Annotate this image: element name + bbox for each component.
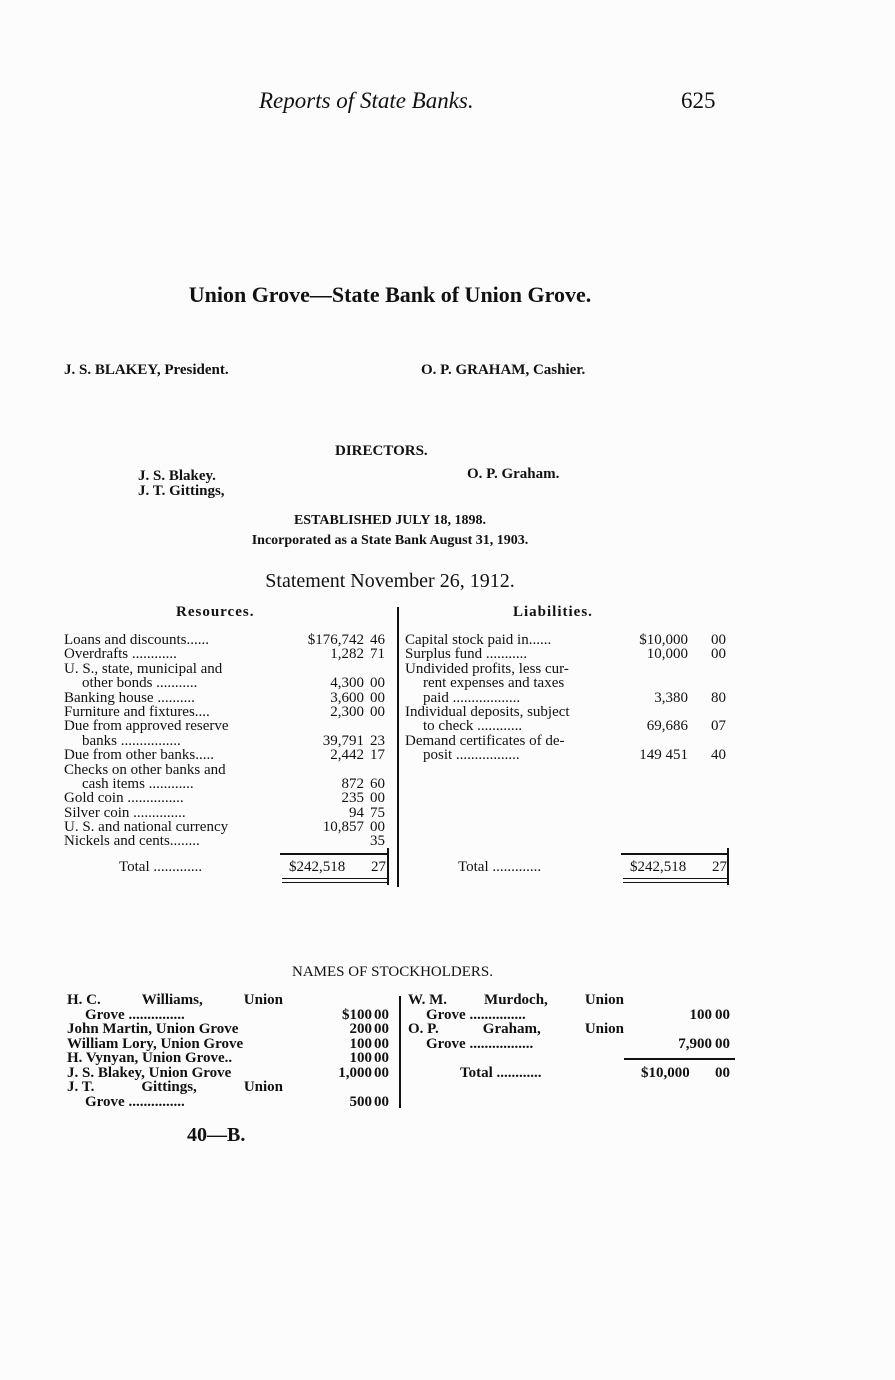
row-label: Undivided profits, less cur-: [405, 660, 569, 677]
row-dollars: 100: [689, 1006, 712, 1023]
row-cents: 35: [370, 833, 385, 850]
row-label: Grove ...............: [85, 1093, 185, 1110]
stockholders-total-cents: 00: [715, 1065, 730, 1081]
table-row: [67, 1022, 397, 1037]
label-part: H. C.: [67, 992, 101, 1008]
liabilities-table: [405, 633, 735, 763]
table-row: [64, 691, 394, 705]
table-row: [67, 1080, 397, 1095]
directors-heading: DIRECTORS.: [335, 443, 428, 459]
row-label: Silver coin ..............: [64, 804, 186, 821]
label-part: Union: [584, 1021, 624, 1037]
liabilities-total-cents: 27: [712, 859, 727, 875]
label-part: Gittings,: [141, 1079, 197, 1095]
bank-title: Union Grove—State Bank of Union Grove.: [188, 282, 592, 307]
label-part: Union: [584, 992, 624, 1008]
row-cents: 00: [715, 1006, 730, 1023]
row-cents: 07: [711, 718, 726, 735]
resources-heading: Resources.: [176, 604, 255, 620]
table-row: [64, 633, 394, 647]
row-label: paid ..................: [423, 689, 521, 706]
row-label: Grove ...............: [85, 1006, 185, 1023]
row-label: other bonds ...........: [82, 675, 198, 692]
row-label: [408, 993, 624, 1008]
row-dollars: 4,300: [330, 675, 364, 692]
row-dollars: $100: [342, 1006, 372, 1023]
resources-table: [64, 633, 394, 849]
row-label: Loans and discounts......: [64, 632, 209, 648]
row-cents: 17: [370, 747, 385, 764]
row-dollars: 2,300: [330, 703, 364, 720]
row-label: Due from approved reserve: [64, 718, 229, 735]
row-label: [67, 1080, 283, 1095]
label-part: W. M.: [408, 992, 448, 1008]
row-dollars: 10,857: [322, 819, 364, 836]
column-divider: [397, 607, 399, 887]
stockholders-right-list: [408, 993, 738, 1051]
table-row: [67, 1037, 397, 1052]
row-label: H. Vynyan, Union Grove..: [67, 1050, 233, 1066]
row-cents: 00: [374, 1093, 389, 1110]
row-dollars: 872: [341, 775, 364, 792]
label-part: Williams,: [141, 992, 203, 1008]
row-dollars: 500: [349, 1093, 372, 1110]
label-part: Murdoch,: [484, 992, 548, 1008]
table-row: [64, 647, 394, 661]
row-cents: 00: [370, 689, 385, 706]
row-cents: 00: [374, 1050, 389, 1066]
row-dollars: 2,442: [330, 747, 364, 764]
label-part: Graham,: [482, 1021, 541, 1037]
row-label: Furniture and fixtures....: [64, 703, 210, 720]
liabilities-total-dollars: $242,518: [630, 859, 687, 875]
table-row: [67, 1066, 397, 1081]
table-row: [408, 1008, 738, 1023]
table-row: [67, 993, 397, 1008]
row-label: Due from other banks.....: [64, 747, 214, 764]
table-row: [64, 791, 394, 805]
row-label: rent expenses and taxes: [423, 675, 565, 692]
row-cents: 00: [370, 675, 385, 692]
cashier-line: O. P. GRAHAM, Cashier.: [421, 362, 586, 378]
row-label: Overdrafts ............: [64, 646, 177, 663]
row-dollars: 100: [349, 1035, 372, 1052]
row-dollars: $10,000: [639, 632, 688, 648]
row-cents: 60: [370, 775, 385, 792]
table-row: [405, 662, 735, 676]
established-line: ESTABLISHED JULY 18, 1898.: [293, 513, 487, 528]
row-cents: 00: [374, 1021, 389, 1037]
row-cents: 40: [711, 747, 726, 764]
row-label: Individual deposits, subject: [405, 703, 570, 720]
row-label: Demand certificates of de-: [405, 732, 565, 749]
row-cents: 75: [370, 804, 385, 821]
table-row: [64, 719, 394, 733]
director-name: J. T. Gittings,: [138, 483, 225, 499]
row-label: posit .................: [423, 747, 520, 764]
row-label: J. S. Blakey, Union Grove: [67, 1064, 232, 1081]
table-row: [64, 763, 394, 777]
table-row: [408, 993, 738, 1008]
stockholders-heading: NAMES OF STOCKHOLDERS.: [291, 964, 493, 980]
label-part: Union: [243, 992, 283, 1008]
liabilities-sum-rule: [621, 853, 728, 855]
row-dollars: 100: [349, 1050, 372, 1066]
row-label: Surplus fund ...........: [405, 646, 528, 663]
row-label: banks ................: [82, 732, 181, 749]
row-cents: 00: [374, 1035, 389, 1052]
resources-sum-rule: [280, 853, 388, 855]
stockholders-total-label: Total ............: [460, 1065, 542, 1081]
table-row: [405, 734, 735, 748]
row-label: cash items ............: [82, 775, 194, 792]
table-row: [405, 705, 735, 719]
row-cents: 00: [370, 819, 385, 836]
table-row: [67, 1008, 397, 1023]
row-dollars: 1,000: [338, 1064, 372, 1081]
row-label: [408, 1022, 624, 1037]
table-row: [64, 662, 394, 676]
row-cents: 00: [374, 1006, 389, 1023]
signature-mark: 40—B.: [187, 1124, 246, 1146]
stockholders-left-list: [67, 993, 397, 1109]
table-row: [405, 691, 735, 705]
row-label: Grove .................: [426, 1035, 534, 1052]
row-dollars: 235: [341, 790, 364, 807]
row-dollars: 7,900: [678, 1035, 712, 1052]
table-row: [64, 820, 394, 834]
row-dollars: 149 451: [639, 747, 688, 764]
row-label: William Lory, Union Grove: [67, 1035, 244, 1052]
row-label: John Martin, Union Grove: [67, 1021, 239, 1037]
liabilities-total-label: Total .............: [458, 859, 542, 875]
row-label: Grove ...............: [426, 1006, 526, 1023]
row-dollars: 3,600: [330, 689, 364, 706]
row-dollars: 39,791: [322, 732, 364, 749]
row-label: to check ............: [423, 718, 523, 735]
table-row: [408, 1037, 738, 1052]
row-label: U. S., state, municipal and: [64, 660, 223, 677]
row-cents: 00: [374, 1064, 389, 1081]
label-part: O. P.: [408, 1021, 439, 1037]
stockholders-total-amount: $10,000: [641, 1065, 690, 1081]
table-row: [67, 1051, 397, 1066]
table-row: [405, 748, 735, 762]
label-part: Union: [243, 1079, 283, 1095]
incorporated-line: Incorporated as a State Bank August 31, 1903.: [251, 533, 529, 548]
row-dollars: 200: [349, 1021, 372, 1037]
resources-total-dollars: $242,518: [289, 859, 346, 875]
row-label: Banking house ..........: [64, 689, 195, 706]
table-row: [64, 705, 394, 719]
table-row: [405, 676, 735, 690]
liabilities-total-double-rule: [623, 878, 728, 883]
row-cents: 00: [711, 646, 726, 663]
row-dollars: 69,686: [646, 718, 688, 735]
page-number: 625: [681, 88, 716, 113]
row-cents: 80: [711, 689, 726, 706]
table-row: [64, 806, 394, 820]
resources-total-cents: 27: [371, 859, 386, 875]
row-label: U. S. and national currency: [64, 819, 229, 836]
statement-date: Statement November 26, 1912.: [265, 570, 515, 592]
liabilities-heading: Liabilities.: [513, 604, 593, 620]
row-cents: 46: [370, 632, 385, 648]
resources-total-double-rule: [282, 878, 388, 883]
row-cents: 00: [715, 1035, 730, 1052]
row-label: Checks on other banks and: [64, 761, 226, 778]
row-cents: 23: [370, 732, 385, 749]
table-row: [64, 834, 394, 848]
row-cents: 00: [711, 632, 726, 648]
president-line: J. S. BLAKEY, President.: [64, 362, 229, 378]
stockholders-sum-rule: [624, 1058, 735, 1060]
running-title: Reports of State Banks.: [259, 88, 474, 113]
resources-total-label: Total .............: [119, 859, 203, 875]
table-row: [405, 633, 735, 647]
row-dollars: 1,282: [330, 646, 364, 663]
row-dollars: $176,742: [307, 632, 364, 648]
row-cents: 00: [370, 790, 385, 807]
table-row: [408, 1022, 738, 1037]
label-part: J. T.: [67, 1079, 95, 1095]
row-cents: 00: [370, 703, 385, 720]
director-name: O. P. Graham.: [467, 466, 560, 482]
row-label: Gold coin ...............: [64, 790, 184, 807]
table-row: [67, 1095, 397, 1110]
table-row: [64, 734, 394, 748]
row-dollars: 10,000: [646, 646, 688, 663]
row-label: Nickels and cents........: [64, 833, 200, 850]
table-row: [64, 748, 394, 762]
row-label: [67, 993, 283, 1008]
stockholders-divider: [399, 996, 401, 1108]
row-label: Capital stock paid in......: [405, 632, 552, 648]
table-row: [405, 647, 735, 661]
row-dollars: 94: [349, 804, 364, 821]
row-cents: 71: [370, 646, 385, 663]
table-row: [64, 676, 394, 690]
director-name: J. S. Blakey.: [138, 468, 216, 484]
row-dollars: 3,380: [654, 689, 688, 706]
table-row: [405, 719, 735, 733]
table-row: [64, 777, 394, 791]
